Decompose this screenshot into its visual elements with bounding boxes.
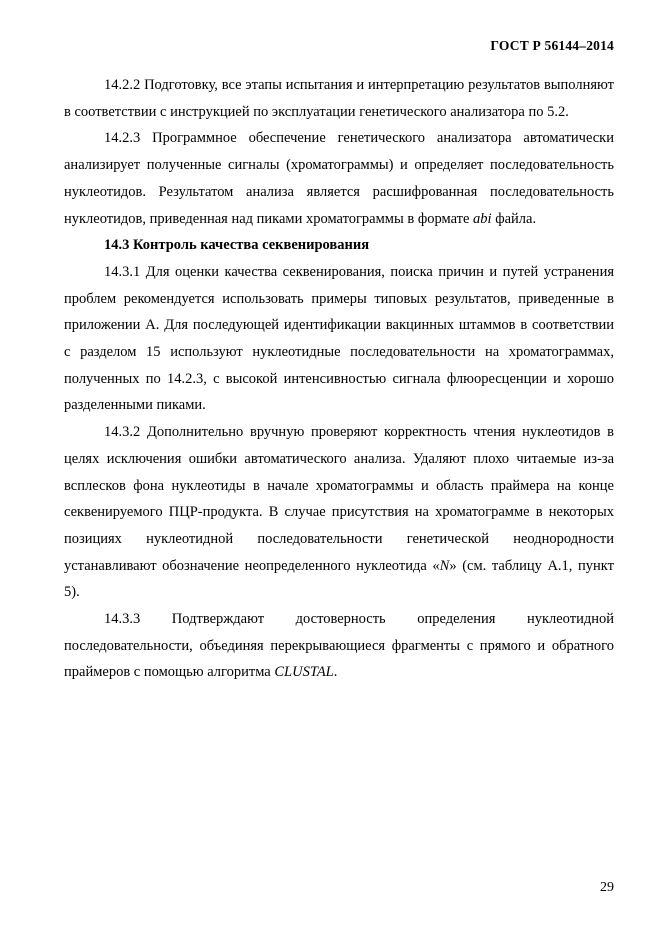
paragraph-14-3-2 — [64, 419, 614, 606]
paragraph-14-3-1: 14.3.1 Для оценки качества секвенирования, поиска причин и путей устранения проблем рекомендуется использовать примеры типовых результатов, приведенные в приложении А. Для последующей идентификации вакцинных штаммов в соответствии с разделом 15 используют нуклеотидные последовательности на хроматограммах, полученных по 14.2.3, с высокой интенсивностью сигнала флюоресценции и хорошо разделенными пиками. — [64, 263, 614, 414]
paragraph-14-3-3 — [64, 606, 614, 686]
italic-term: CLUSTAL — [274, 664, 334, 681]
document-header: ГОСТ Р 56144–2014 — [490, 38, 614, 53]
page-number: 29 — [600, 880, 614, 895]
paragraph-text: 14.3.2 Дополнительно вручную проверяют корректность чтения нуклеотидов в целях исключения ошибки автоматического анализа. Удаляют плохо читаемые из-за всплесков фона нуклеотиды в начале хроматограммы и область праймера на конце секвенируемого ПЦР-продукта. В случае присутствия на хроматограмме в некоторых позициях нуклеотидной последовательности генетической неоднородности устанавливают обозначение неопределенного нуклеотида « — [64, 424, 614, 574]
paragraph-text: » (см. таблицу А.1, пункт 5). — [64, 557, 614, 601]
paragraph-14-2-3 — [64, 125, 614, 232]
paragraph-14-2-2: 14.2.2 Подготовку, все этапы испытания и интерпретацию результатов выполняют в соответствии с инструкцией по эксплуатации генетического анализатора по 5.2. — [64, 77, 614, 120]
section-heading-14-3: 14.3 Контроль качества секвенирования — [104, 237, 370, 254]
paragraph-text: 14.3.3 Подтверждают достоверность определения нуклеотидной последовательности, объединяя перекрывающиеся фрагменты с прямого и обратного праймеров с помощью алгоритма — [64, 611, 614, 681]
italic-term: abi — [473, 210, 492, 227]
page-content — [64, 72, 614, 686]
paragraph-text: 14.2.3 Программное обеспечение генетического анализатора автоматически анализирует полученные сигналы (хроматограммы) и определяет последовательность нуклеотидов. Результатом анализа является расшифрованная последовательность нуклеотидов, приведенная над пиками хроматограммы в формате — [64, 130, 614, 227]
paragraph-text: . — [333, 664, 338, 681]
italic-term: N — [439, 557, 450, 574]
paragraph-text: файла. — [491, 210, 537, 227]
